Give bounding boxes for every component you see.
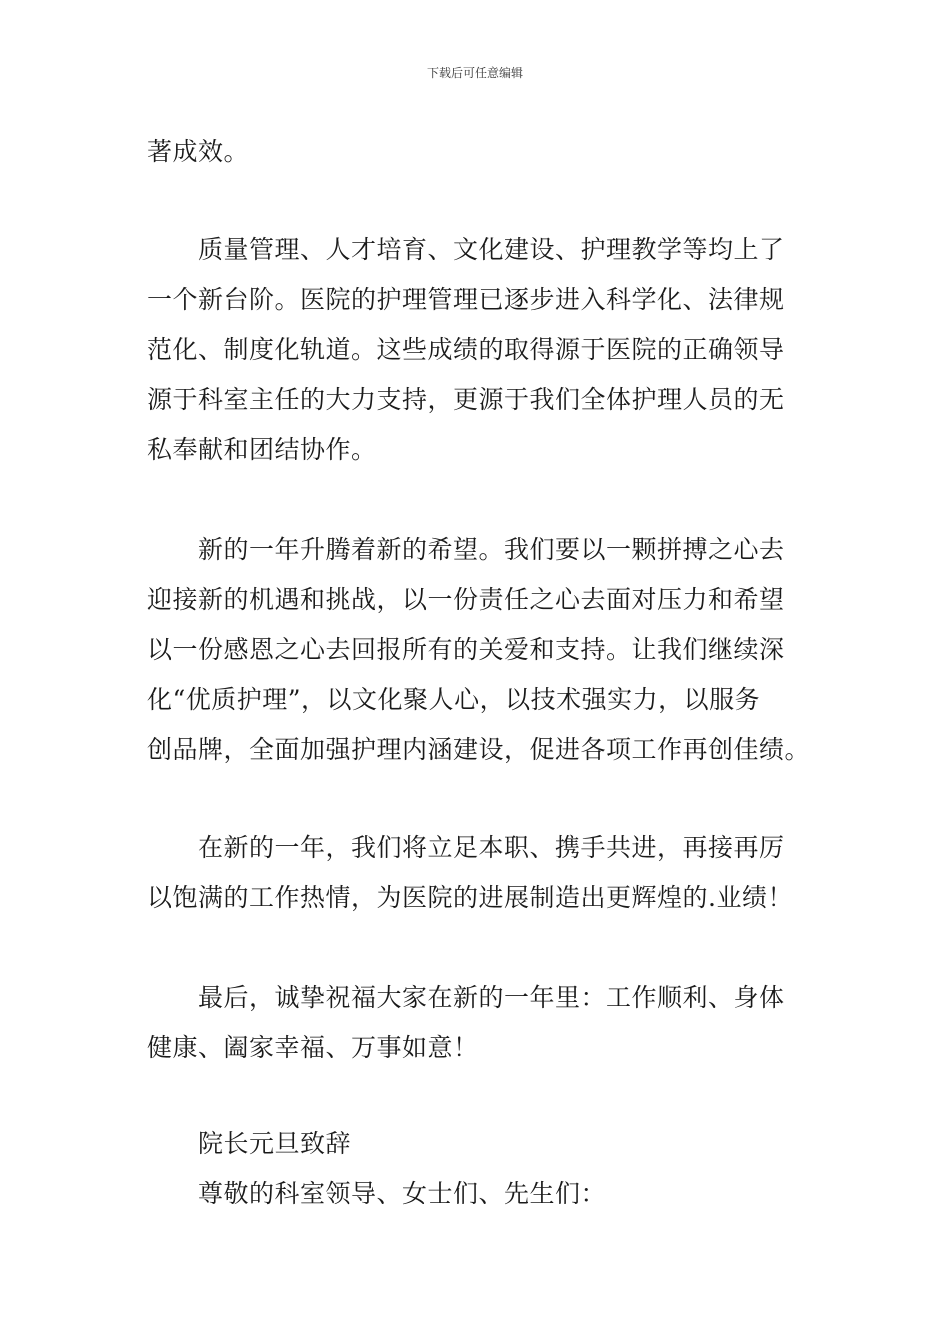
page-header-note: 下载后可任意编辑 [426, 66, 523, 80]
text-line: 以饱满的工作热情，为医院的进展制造出更辉煌的.业绩！ [147, 883, 793, 912]
text-line: 在新的一年，我们将立足本职、携手共进，再接再厉 [198, 833, 785, 862]
text-line: 迎接新的机遇和挑战，以一份责任之心去面对压力和希望 [147, 585, 785, 614]
text-line: 私奉献和团结协作。 [147, 435, 377, 464]
text-line: 质量管理、人才培育、文化建设、护理教学等均上了 [198, 235, 785, 264]
salutation-line: 尊敬的科室领导、女士们、先生们： [198, 1179, 607, 1208]
text-line: 范化、制度化轨道。这些成绩的取得源于医院的正确领导 [147, 335, 785, 364]
text-line: 创品牌，全面加强护理内涵建设，促进各项工作再创佳绩。 [147, 735, 811, 764]
text-line: 源于科室主任的大力支持，更源于我们全体护理人员的无 [147, 385, 785, 414]
text-line: 健康、阖家幸福、万事如意！ [147, 1033, 479, 1062]
section-title: 院长元旦致辞 [198, 1129, 352, 1158]
text-line: 最后，诚挚祝福大家在新的一年里：工作顺利、身体 [198, 983, 785, 1012]
text-line: 以一份感恩之心去回报所有的关爱和支持。让我们继续深 [147, 635, 785, 664]
text-line: 一个新台阶。医院的护理管理已逐步进入科学化、法律规 [147, 285, 785, 314]
text-line: 新的一年升腾着新的希望。我们要以一颗拼搏之心去 [198, 535, 785, 564]
text-line: 著成效。 [147, 137, 250, 166]
text-line: 化“优质护理”，以文化聚人心，以技术强实力，以服务 [147, 685, 761, 714]
